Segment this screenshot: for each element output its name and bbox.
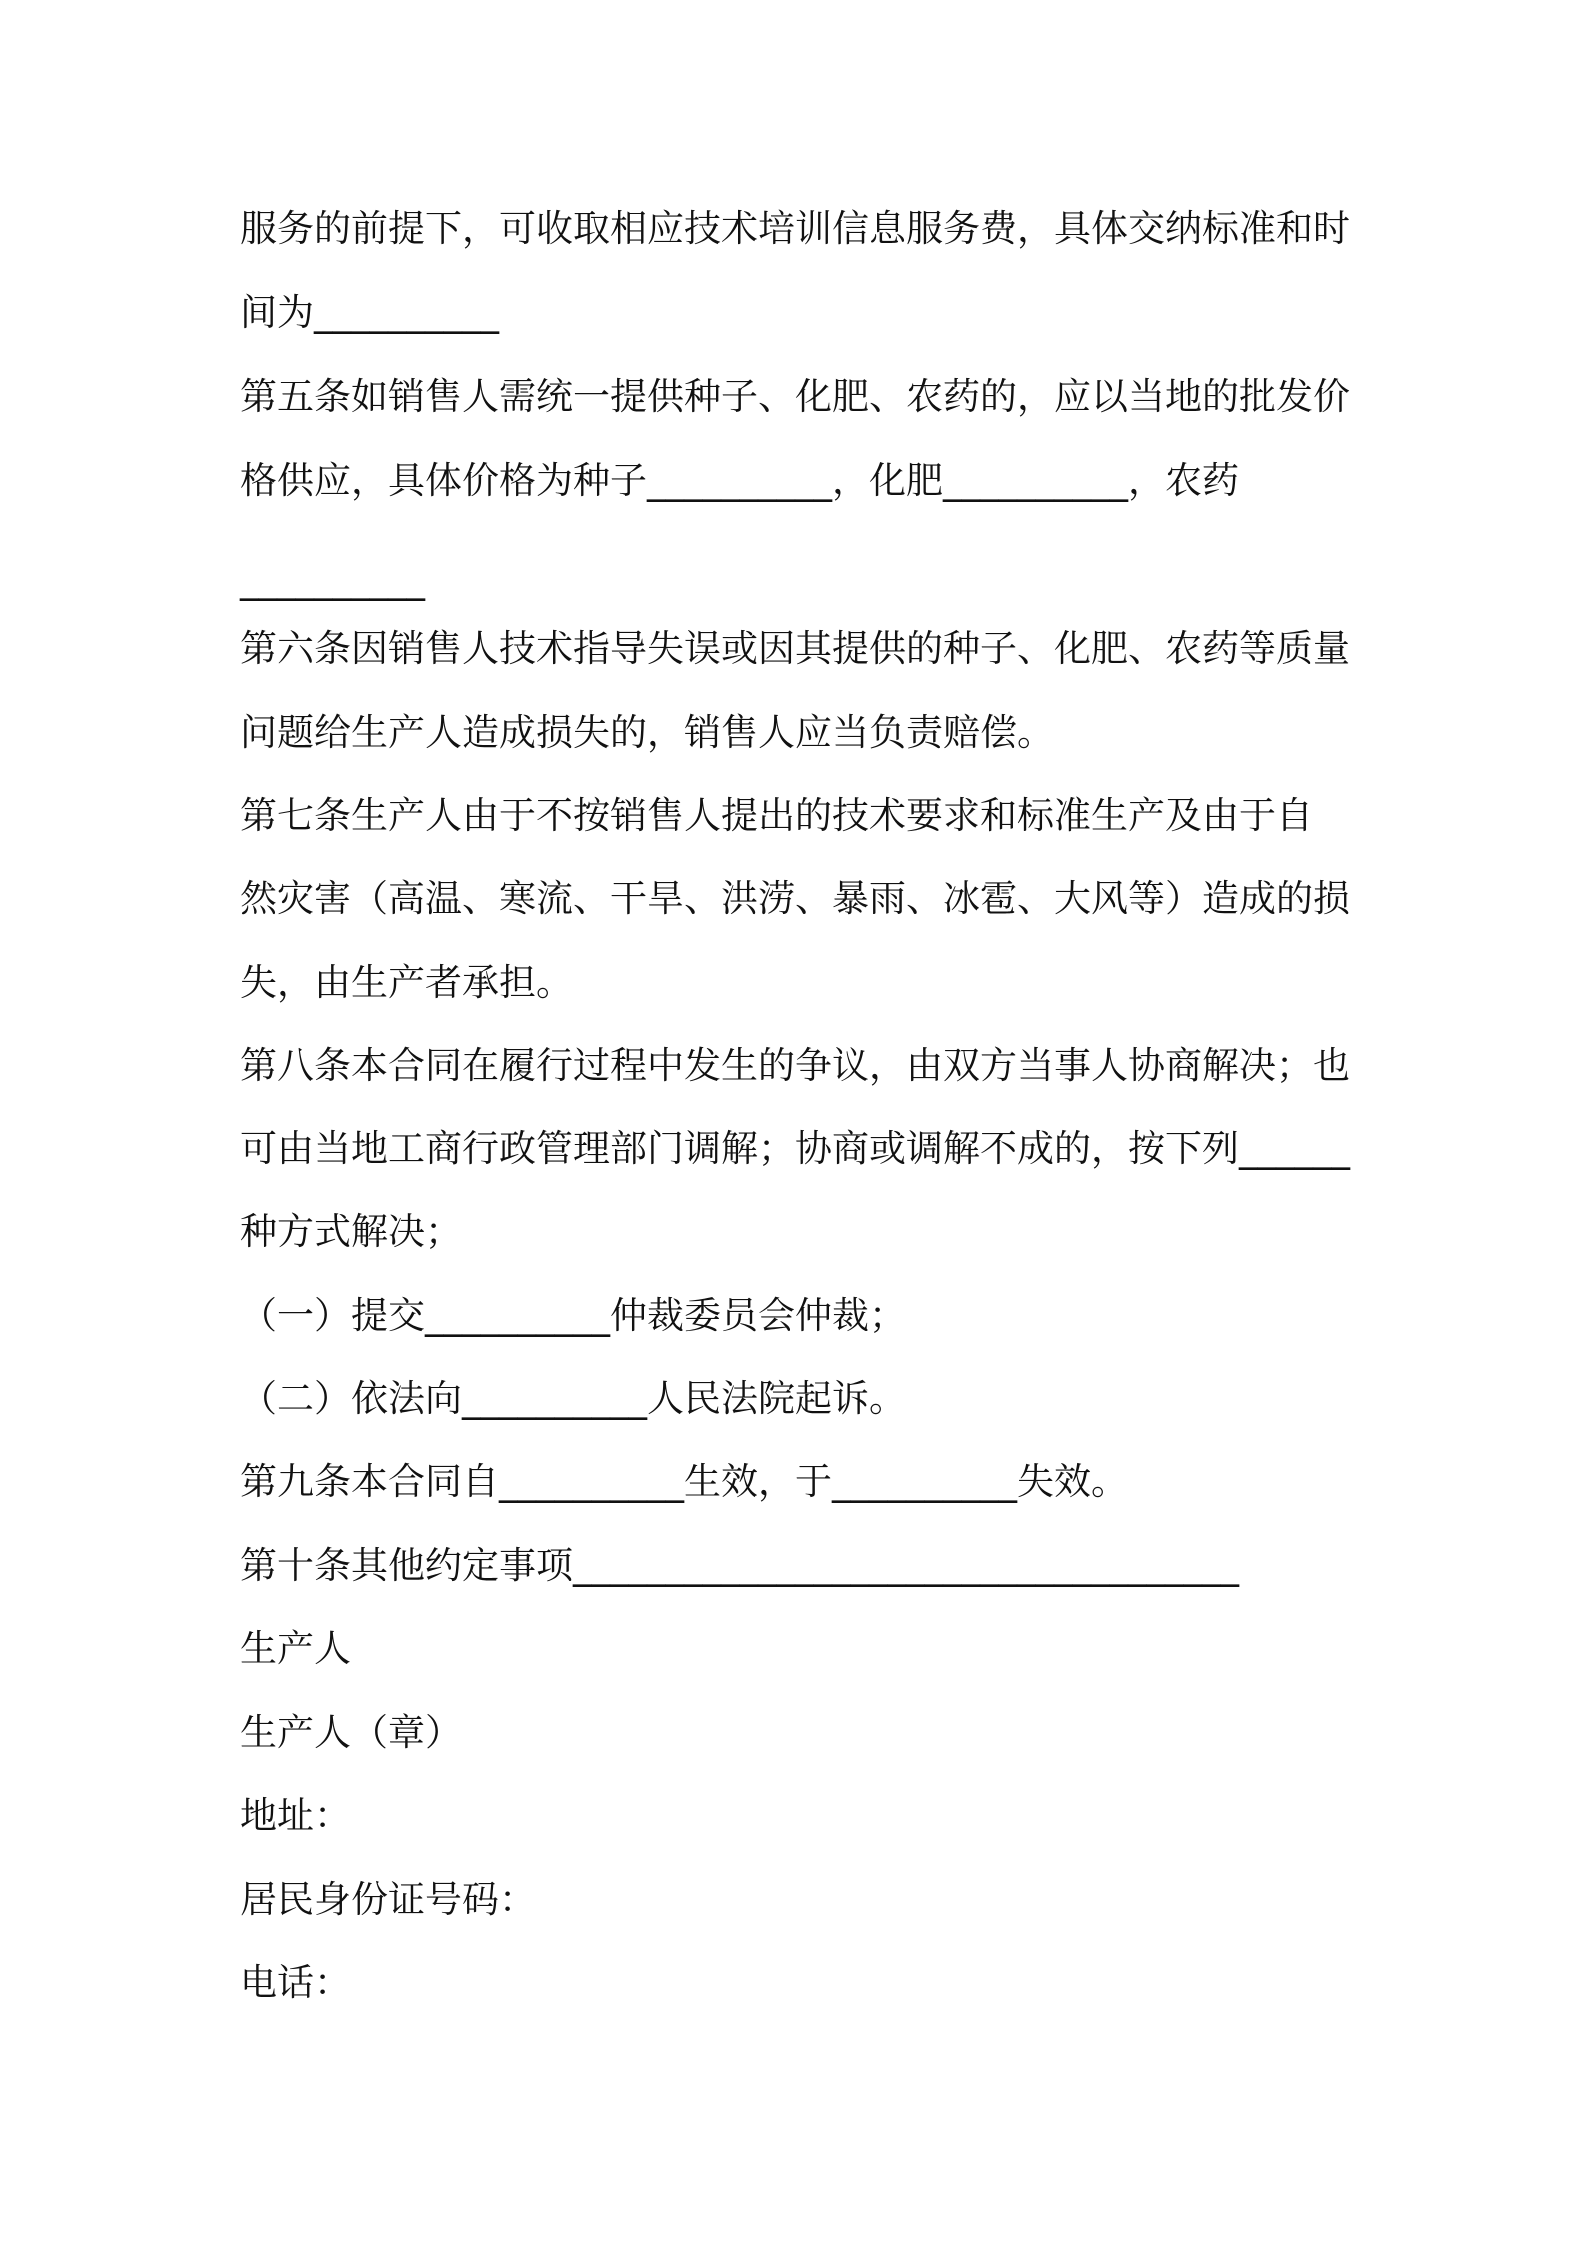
text-line: 生产人（章） [240,1711,462,1754]
text-line: 种方式解决； [240,1210,462,1253]
text-line: （一）提交__________仲裁委员会仲裁； [240,1294,906,1337]
text-line: 地址： [240,1794,351,1837]
text-line: 问题给生产人造成损失的，销售人应当负责赔偿。 [240,711,1054,754]
text-line: 居民身份证号码： [240,1878,536,1921]
text-line: 格供应，具体价格为种子__________，化肥__________，农药 [240,459,1239,502]
text-line: 间为__________ [240,291,499,334]
text-line: （二）依法向__________人民法院起诉。 [240,1377,906,1420]
text-line: __________ [240,558,425,601]
text-line: 第六条因销售人技术指导失误或因其提供的种子、化肥、农药等质量 [240,627,1350,670]
text-line: 第九条本合同自__________生效，于__________失效。 [240,1460,1128,1503]
text-line: 生产人 [240,1627,351,1670]
text-line: 失，由生产者承担。 [240,961,573,1004]
text-line: 然灾害（高温、寒流、干旱、洪涝、暴雨、冰雹、大风等）造成的损 [240,877,1350,920]
text-line: 第五条如销售人需统一提供种子、化肥、农药的，应以当地的批发价 [240,375,1350,418]
text-line: 第八条本合同在履行过程中发生的争议，由双方当事人协商解决；也 [240,1044,1350,1087]
text-line: 第十条其他约定事项____________________________________ [240,1544,1239,1587]
text-line: 第七条生产人由于不按销售人提出的技术要求和标准生产及由于自 [240,794,1313,837]
text-line: 服务的前提下，可收取相应技术培训信息服务费，具体交纳标准和时 [240,207,1350,250]
text-line: 电话： [240,1961,351,2004]
text-line: 可由当地工商行政管理部门调解；协商或调解不成的，按下列______ [240,1127,1350,1170]
